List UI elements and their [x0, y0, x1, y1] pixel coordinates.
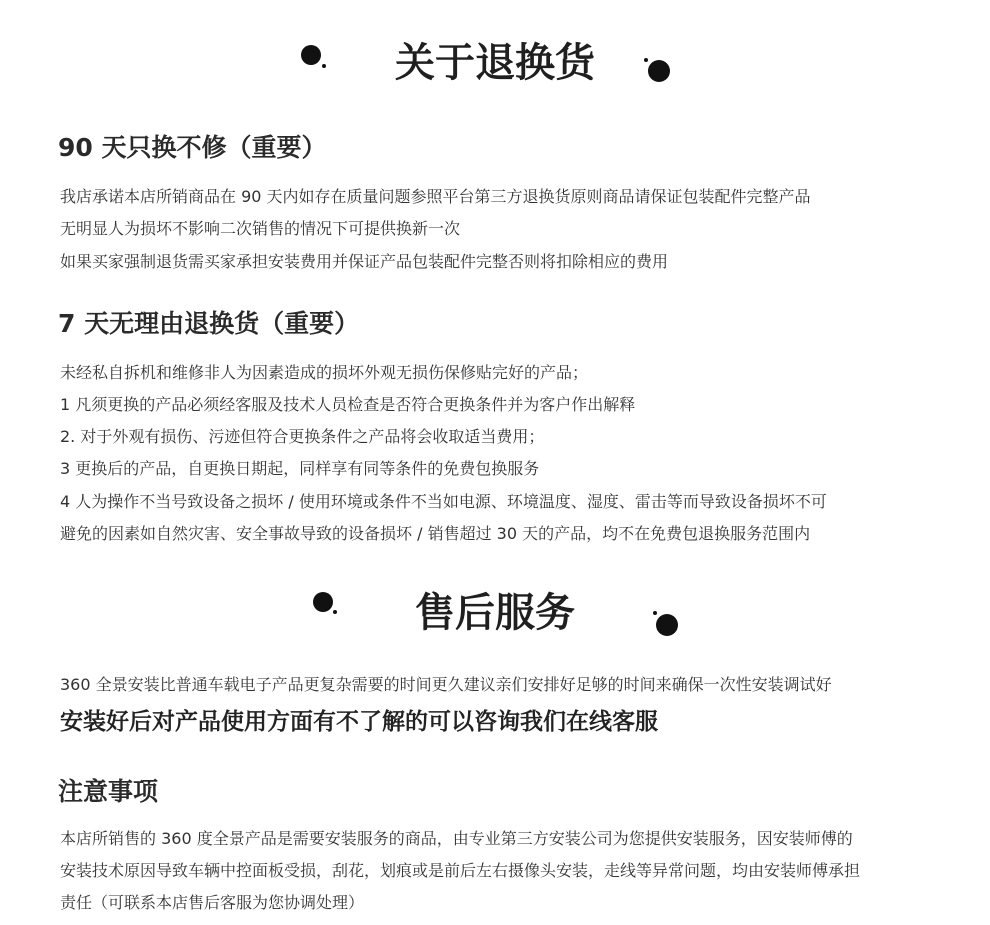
section-7-line: 避免的因素如自然灾害、安全事故导致的设备损坏 / 销售超过 30 天的产品，均不在免费包退换服务范围内 — [60, 524, 811, 543]
return-policy-banner — [0, 36, 990, 96]
notice-line: 责任（可联系本店售后客服为您协调处理） — [60, 893, 365, 912]
section-7-line: 3 更换后的产品，自更换日期起，同样享有同等条件的免费包换服务 — [60, 459, 540, 478]
after-sales-title: 售后服务 — [415, 590, 575, 636]
section-7-line: 2. 对于外观有损伤、污迹但符合更换条件之产品将会收取适当费用； — [60, 427, 545, 446]
section-90-heading: 90 天只换不修（重要） — [58, 133, 327, 162]
decor-dot-icon — [648, 60, 670, 82]
section-90-line: 我店承诺本店所销商品在 90 天内如存在质量问题参照平台第三方退换货原则商品请保证包装配件完整产品 — [60, 187, 811, 206]
section-7-line: 4 人为操作不当号致设备之损坏 / 使用环境或条件不当如电源、环境温度、湿度、雷击等而导致设备损坏不可 — [60, 492, 827, 511]
return-policy-title: 关于退换货 — [395, 40, 595, 86]
after-sales-banner — [0, 585, 990, 645]
section-90-line: 如果买家强制退货需买家承担安装费用并保证产品包装配件完整否则将扣除相应的费用 — [60, 252, 669, 271]
decor-dot-small-icon — [653, 611, 657, 615]
notice-line: 安装技术原因导致车辆中控面板受损，刮花，划痕或是前后左右摄像头安装，走线等异常问题，均由安装师傅承担 — [60, 861, 861, 880]
section-7-heading: 7 天无理由退换货（重要） — [58, 309, 360, 338]
section-90-line: 无明显人为损坏不影响二次销售的情况下可提供换新一次 — [60, 219, 461, 238]
section-7-line: 1 凡须更换的产品必须经客服及技术人员检查是否符合更换条件并为客户作出解释 — [60, 395, 636, 414]
after-sales-highlight: 安装好后对产品使用方面有不了解的可以咨询我们在线客服 — [60, 709, 658, 735]
notice-line: 本店所销售的 360 度全景产品是需要安装服务的商品，由专业第三方安装公司为您提供安装服务，因安装师傅的 — [60, 829, 853, 848]
section-7-line: 未经私自拆机和维修非人为因素造成的损坏外观无损伤保修贴完好的产品； — [60, 363, 589, 382]
decor-dot-icon — [656, 614, 678, 636]
after-sales-line: 360 全景安装比普通车载电子产品更复杂需要的时间更久建议亲们安排好足够的时间来确保一次性安装调试好 — [60, 675, 832, 694]
notice-heading: 注意事项 — [58, 777, 159, 806]
decor-dot-small-icon — [644, 58, 648, 62]
